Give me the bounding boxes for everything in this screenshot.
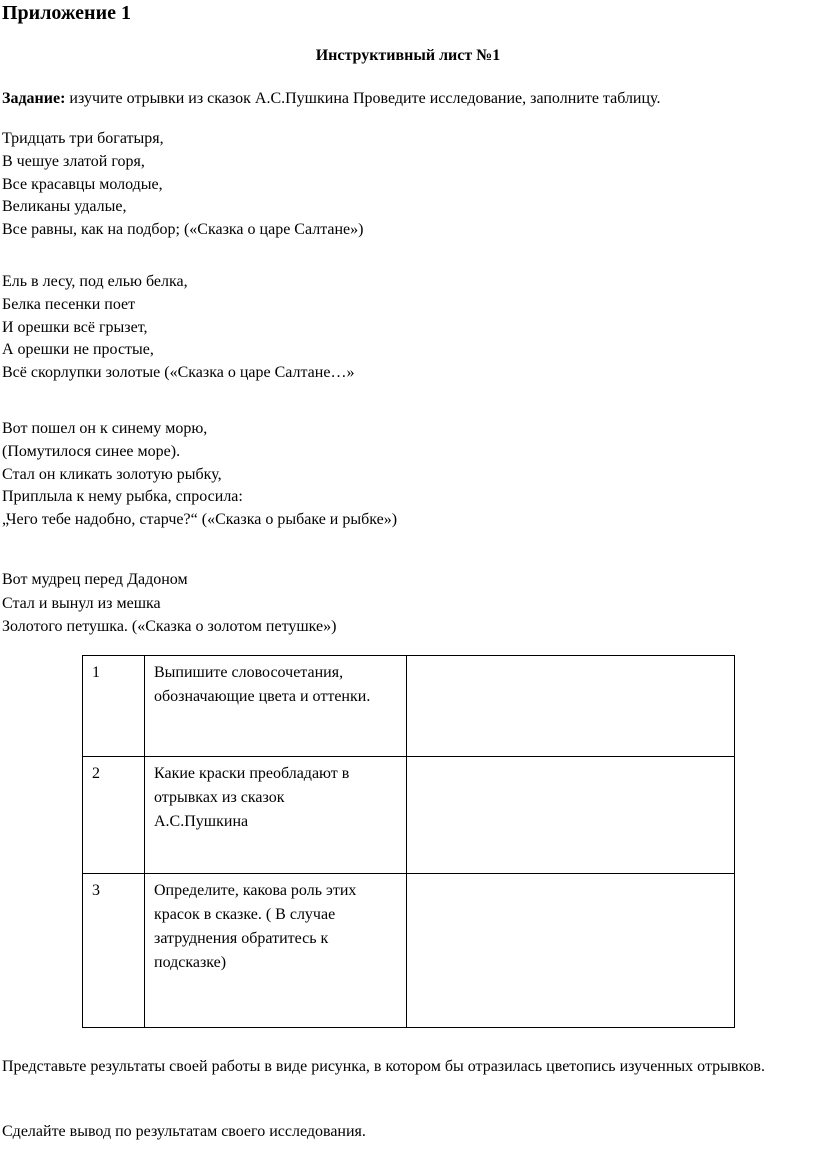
excerpt-2 [2, 271, 354, 385]
excerpt-3 [2, 418, 397, 532]
question-line: Выпишите словосочетания, [154, 664, 344, 681]
excerpt-1 [2, 128, 363, 242]
row-number: 1 [92, 664, 100, 681]
row-number-cell [83, 757, 145, 874]
answer-text [407, 656, 734, 661]
question-line: отрывках из сказок [154, 789, 285, 806]
question-line: Определите, какова роль этих [154, 882, 357, 899]
question-line: красок в сказке. ( В случае [154, 906, 336, 923]
table-row [83, 757, 735, 874]
row-number: 3 [92, 882, 100, 899]
row-number-cell [83, 874, 145, 1028]
excerpt-4 [2, 568, 336, 639]
excerpt-line: Золотого петушка. («Сказка о золотом петушке») [2, 618, 337, 635]
excerpt-line: Ель в лесу, под елью белка, [2, 273, 188, 290]
drawing-instruction: Представьте результаты своей работы в виде рисунка, в котором бы отразилась цветопись изученных отрывков. [2, 1058, 765, 1075]
answer-cell[interactable] [407, 874, 735, 1028]
excerpt-line: А орешки не простые, [2, 341, 154, 359]
excerpt-line: В чешуе златой горя, [2, 152, 145, 170]
excerpt-line: И орешки всё грызет, [2, 318, 148, 336]
excerpt-line: Белка песенки поет [2, 295, 136, 313]
task-label: Задание: [2, 90, 66, 107]
question-cell [145, 757, 407, 874]
excerpt-line: Все равны, как на подбор; («Сказка о царе Салтане») [2, 221, 364, 239]
excerpt-line: „Чего тебе надобно, старче?“ («Сказка о рыбаке и рыбке») [2, 511, 398, 529]
task-statement [2, 90, 660, 108]
excerpt-line: Вот мудрец перед Дадоном [2, 571, 188, 588]
table-row [83, 656, 735, 757]
answer-text [407, 874, 734, 879]
question-line: подсказке) [154, 954, 227, 971]
row-number-cell [83, 656, 145, 757]
question-cell [145, 656, 407, 757]
excerpt-line: Тридцать три богатыря, [2, 130, 164, 147]
question-line: затруднения обратитесь к [154, 930, 329, 947]
excerpt-line: Великаны удалые, [2, 198, 127, 216]
answer-text [407, 757, 734, 762]
appendix-heading: Приложение 1 [2, 2, 131, 24]
question-line: Какие краски преобладают в [154, 765, 350, 782]
question-line: обозначающие цвета и оттенки. [154, 688, 371, 705]
task-text: изучите отрывки из сказок А.С.Пушкина Проведите исследование, заполните таблицу. [65, 90, 661, 107]
page-title: Инструктивный лист №1 [315, 47, 501, 64]
row-number: 2 [92, 765, 100, 782]
answer-cell[interactable] [407, 656, 735, 757]
excerpt-line: Вот пошел он к синему морю, [2, 420, 208, 437]
question-line: А.С.Пушкина [154, 813, 249, 830]
question-cell [145, 874, 407, 1028]
excerpt-line: Всё скорлупки золотые («Сказка о царе Салтане…» [2, 364, 355, 382]
answer-cell[interactable] [407, 757, 735, 874]
excerpt-line: Стал и вынул из мешка [2, 594, 161, 612]
excerpt-line: (Помутилося синее море). [2, 442, 181, 460]
excerpt-line: Приплыла к нему рыбка, спросила: [2, 488, 243, 506]
research-table [82, 655, 735, 1028]
excerpt-line: Все красавцы молодые, [2, 175, 163, 193]
conclusion-instruction: Сделайте вывод по результатам своего исследования. [2, 1123, 366, 1140]
table-row [83, 874, 735, 1028]
excerpt-line: Стал он кликать золотую рыбку, [2, 465, 222, 483]
